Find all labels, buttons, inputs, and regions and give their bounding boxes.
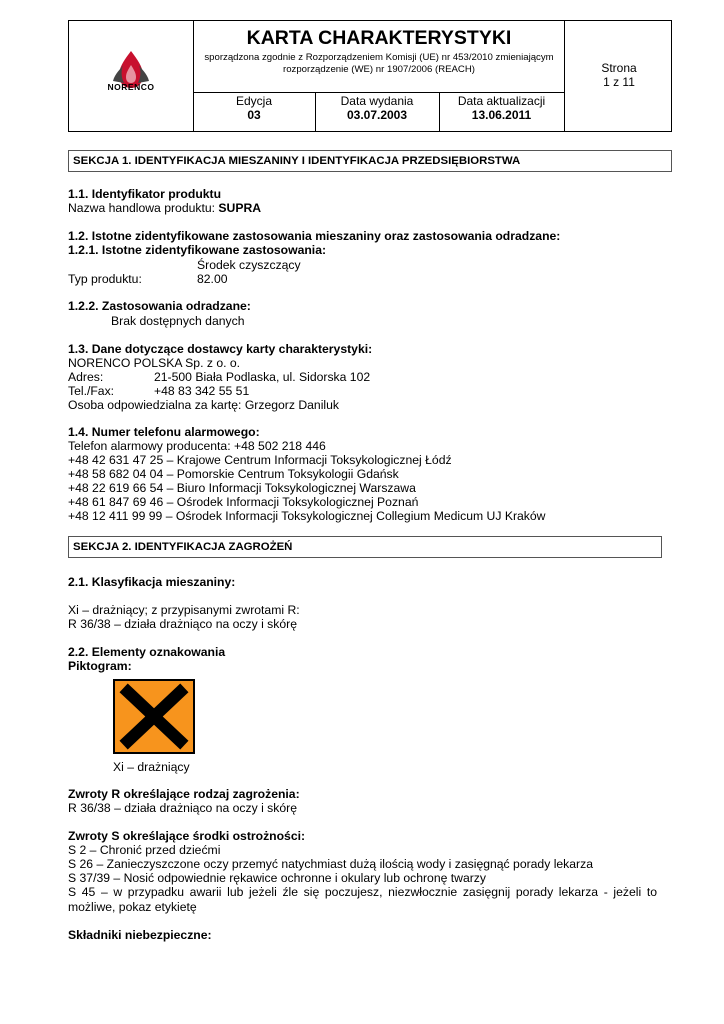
emergency-line: +48 42 631 47 25 – Krajowe Centrum Informacji Toksykologicznej Łódź [68, 453, 452, 467]
issue-value: 03.07.2003 [346, 108, 408, 122]
s22-title: 2.2. Elementy oznakowania [68, 645, 226, 659]
r-phrase: R 36/38 – działa drażniąco na oczy i skórę [68, 801, 297, 815]
hazardous-components-title: Składniki niebezpieczne: [68, 928, 212, 942]
irritant-x-icon [113, 679, 195, 754]
update-label: Data aktualizacji [457, 94, 546, 108]
company-name: NORENCO POLSKA Sp. z o. o. [68, 356, 241, 370]
subtitle-line-1: sporządzona zgodnie z Rozporządzeniem Komisji (UE) nr 453/2010 zmieniającym [204, 52, 554, 63]
s45-phrase: S 45 – w przypadku awarii lub jeżeli źle się poczujesz, niezwłocznie zasięgnij porady lekarza - jeżeli to możliwe, pokaz etykietę [68, 885, 657, 914]
section-2-heading: SEKCJA 2. IDENTYFIKACJA ZAGROŻEŃ [68, 536, 662, 558]
emergency-line: Telefon alarmowy producenta: +48 502 218 446 [68, 439, 326, 453]
emergency-line: +48 22 619 66 54 – Biuro Informacji Toksykologicznej Warszawa [68, 481, 416, 495]
trade-name-label: Nazwa handlowa produktu: [68, 201, 219, 215]
header-table [68, 20, 672, 132]
subtitle-line-2: rozporządzenie (WE) nr 1907/2006 (REACH) [283, 64, 475, 75]
use-value: Środek czyszczący [197, 258, 301, 272]
edition-label: Edycja [235, 94, 273, 108]
classification-line-1: Xi – drażniący; z przypisanymi zwrotami R: [68, 603, 300, 617]
issue-date-cell [315, 93, 439, 134]
document-title: KARTA CHARAKTERYSTYKI [246, 27, 512, 49]
pictogram-caption: Xi – drażniący [113, 760, 190, 774]
not-recommended: Brak dostępnych danych [111, 314, 245, 328]
s122-title: 1.2.2. Zastosowania odradzane: [68, 299, 251, 313]
s-phrase: S 2 – Chronić przed dziećmi [68, 843, 221, 857]
page-label: Strona [601, 61, 637, 75]
s14-title: 1.4. Numer telefonu alarmowego: [68, 425, 260, 439]
issue-label: Data wydania [340, 94, 414, 108]
s21-title: 2.1. Klasyfikacja mieszaniny: [68, 575, 236, 589]
phone-value: +48 83 342 55 51 [154, 384, 250, 398]
s-phrases-title: Zwroty S określające środki ostrożności: [68, 829, 306, 843]
s-phrase: S 37/39 – Nosić odpowiednie rękawice ochronne i okulary lub ochronę twarzy [68, 871, 486, 885]
norenco-logo [69, 21, 193, 131]
emergency-line: +48 12 411 99 99 – Ośrodek Informacji Toksykologicznej Collegium Medicum UJ Kraków [68, 509, 546, 523]
trade-name [68, 201, 261, 215]
edition-value: 03 [247, 108, 261, 122]
section-1-heading: SEKCJA 1. IDENTYFIKACJA MIESZANINY I IDENTYFIKACJA PRZEDSIĘBIORSTWA [68, 150, 672, 172]
address-value: 21-500 Biała Podlaska, ul. Sidorska 102 [154, 370, 371, 384]
product-type-value: 82.00 [197, 272, 228, 286]
pictogram-label: Piktogram: [68, 659, 132, 673]
s-phrase: S 26 – Zanieczyszczone oczy przemyć natychmiast dużą ilością wody i zasięgnąć porady lekarza [68, 857, 593, 871]
xi-pictogram [113, 679, 195, 754]
s13-title: 1.3. Dane dotyczące dostawcy karty charakterystyki: [68, 342, 373, 356]
r-phrases-title: Zwroty R określające rodzaj zagrożenia: [68, 787, 300, 801]
page-value: 1 z 11 [603, 75, 635, 89]
address-label: Adres: [68, 370, 104, 384]
product-type-label: Typ produktu: [68, 272, 142, 286]
logo-text: NORENCO [107, 82, 155, 92]
emergency-line: +48 61 847 69 46 – Ośrodek Informacji Toksykologicznej Poznań [68, 495, 419, 509]
page-number [565, 61, 673, 89]
edition-cell [193, 93, 315, 134]
trade-name-value: SUPRA [218, 201, 262, 215]
document-subtitle [193, 52, 565, 76]
s12-title: 1.2. Istotne zidentyfikowane zastosowania mieszaniny oraz zastosowania odradzane: [68, 229, 561, 243]
update-value: 13.06.2011 [471, 108, 532, 122]
update-date-cell [439, 93, 564, 134]
emergency-line: +48 58 682 04 04 – Pomorskie Centrum Toksykologii Gdańsk [68, 467, 399, 481]
s121-title: 1.2.1. Istotne zidentyfikowane zastosowania: [68, 243, 327, 257]
classification-line-2: R 36/38 – działa drażniąco na oczy i skórę [68, 617, 297, 631]
s11-title: 1.1. Identyfikator produktu [68, 187, 222, 201]
responsible-person: Osoba odpowiedzialna za kartę: Grzegorz Daniluk [68, 398, 339, 412]
phone-label: Tel./Fax: [68, 384, 115, 398]
